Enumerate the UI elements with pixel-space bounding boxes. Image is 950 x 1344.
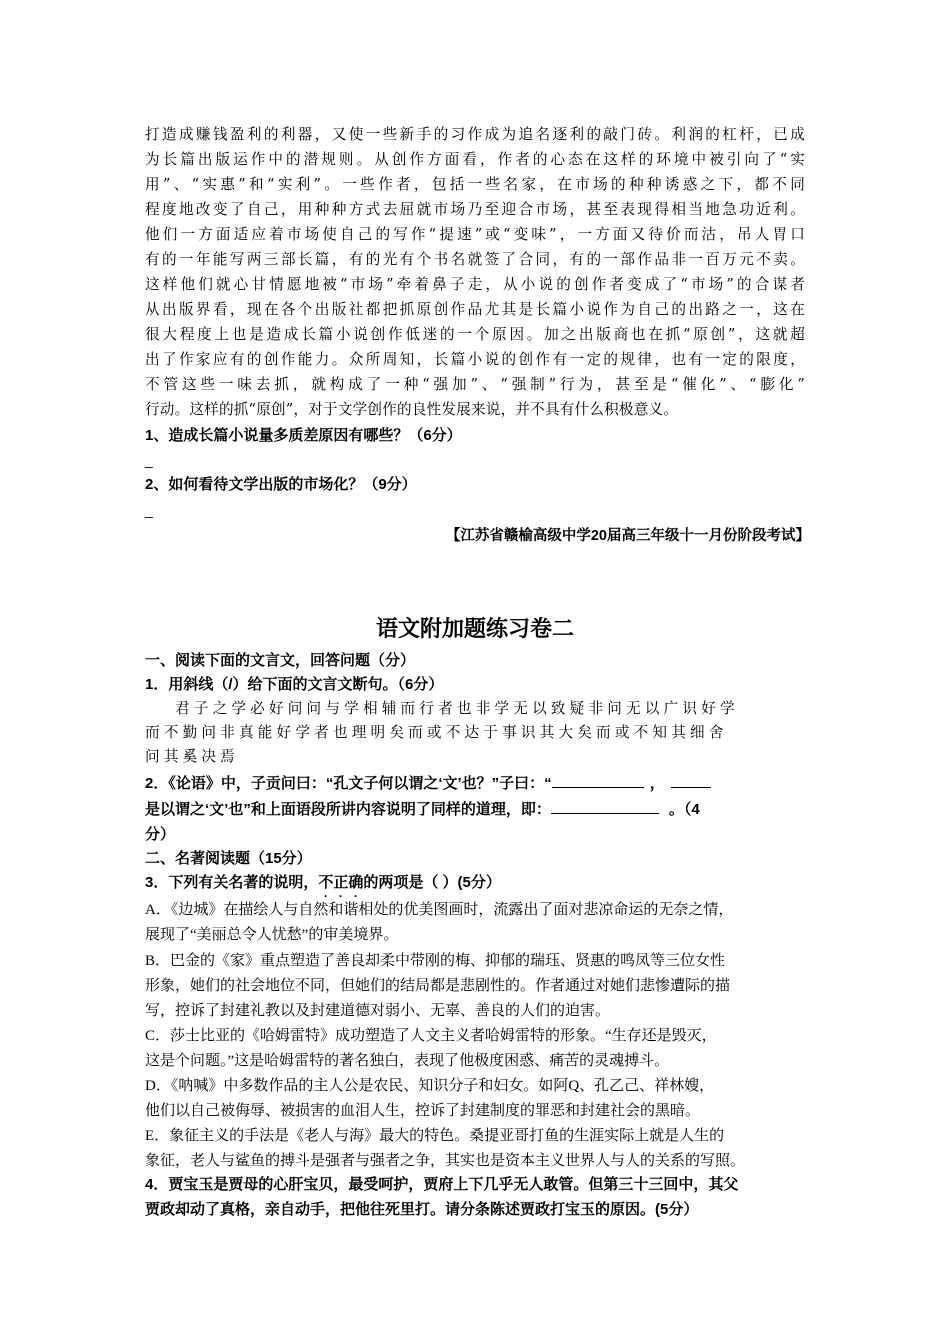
page-title: 语文附加题练习卷二 bbox=[375, 616, 574, 642]
question-1: 1、造成长篇小说量多质差原因有哪些？（6分） bbox=[145, 427, 462, 444]
option-line: 象征，老人与鲨鱼的搏斗是强者与强者之争，其实也是资本主义世界人与人的关系的写照。 bbox=[145, 1153, 746, 1169]
question-2: 2、如何看待文学出版的市场化？（9分） bbox=[145, 476, 417, 493]
passage-line: 他们一方面适应着市场使自己的写作“提速”或“变味”，一方面又待价而沽，吊人胃口 bbox=[145, 226, 805, 243]
section-1-heading: 一、阅读下面的文言文，回答问题（分） bbox=[145, 652, 416, 669]
emphasis-char: 正 bbox=[333, 874, 349, 891]
question-text: 3．下列有关名著的说明， bbox=[145, 874, 319, 891]
passage-line: 不管这些一味去抓，就构成了一种“强加”、“强制”行为，甚至是“催化”、“膨化” bbox=[145, 376, 805, 393]
emphasis-char: 确 bbox=[348, 874, 364, 891]
passage-line: 有的一年能写两三部长篇，有的光有个书名就签了合同，有的一部作品非一百万元不卖。 bbox=[145, 251, 805, 268]
passage-line: 从出版界看，现在各个出版社都把抓原创作品尤其是长篇小说作为自己的出路之一，这在 bbox=[145, 301, 805, 318]
passage-line: 为长篇出版运作中的潜规则。从创作方面看，作者的心态在这样的环境中被引向了“实 bbox=[145, 151, 805, 168]
passage-line: 很大程度上也是造成长篇小说创作低迷的一个原因。加之出版商也在抓“原创”，这就超 bbox=[145, 326, 805, 343]
question-text: 的两项是（ ）(5分） bbox=[363, 874, 501, 891]
option-line: A．《边城》在描绘人与自然和谐相处的优美图画时，流露出了面对悲凉命运的无奈之情， bbox=[145, 902, 734, 918]
emphasis-char: 不 bbox=[318, 874, 334, 891]
passage-line: 打造成赚钱盈利的利器，又使一些新手的习作成为追名逐利的敲门砖。利润的杠杆，已成 bbox=[145, 126, 805, 143]
option-line: 他们以自己被侮辱、被损害的血泪人生，控诉了封建制度的罪恶和封建社会的黑暗。 bbox=[145, 1103, 701, 1119]
section-1-question-1: 1．用斜线（/）给下面的文言文断句。（6分） bbox=[145, 676, 444, 693]
score-cont: 分） bbox=[145, 826, 176, 843]
option-line: D．《呐喊》中多数作品的主人公是农民、知识分子和妇女。如阿Q、孔乙己、祥林嫂， bbox=[145, 1078, 715, 1094]
section-2-question-4-cont: 贾政却动了真格，亲自动手，把他往死里打。请分条陈述贾政打宝玉的原因。(5分） bbox=[145, 1201, 699, 1218]
option-line: 展现了“美丽总令人忧愁”的审美境界。 bbox=[145, 927, 399, 943]
option-line: 这是个问题。”这是哈姆雷特的著名独白，表现了他极度困惑、痛苦的灵魂搏斗。 bbox=[145, 1053, 670, 1069]
passage-line: 出了作家应有的创作能力。众所周知，长篇小说的创作有一定的规律，也有一定的限度， bbox=[145, 351, 805, 368]
section-1-question-2 bbox=[145, 773, 711, 795]
question-text: 2．《论语》中，子贡问曰：“孔文子何以谓之‘文’也？”子曰：“ bbox=[145, 775, 552, 792]
answer-line-2[interactable]: _ bbox=[145, 502, 153, 518]
classical-line: 君子之学必好问问与学相辅而行者也非学无以致疑非问无以广识好学 bbox=[175, 700, 739, 717]
classical-line: 而不勤问非真能好学者也理明矣而或不达于事识其大矣而或不知其细舍 bbox=[145, 724, 728, 741]
option-line: C．莎士比亚的《哈姆雷特》成功塑造了人文主义者哈姆雷特的形象。“生存还是毁灭， bbox=[145, 1028, 717, 1044]
passage-line: 用”、“实惠”和“实利”。一些作者，包括一些名家，在市场的种种诱惑之下，都不同 bbox=[145, 176, 805, 193]
fill-blank-2[interactable] bbox=[671, 773, 711, 788]
section-2-question-4: 4．贾宝玉是贾母的心肝宝贝，最受呵护，贾府上下几乎无人敢管。但第三十三回中，其父 bbox=[145, 1176, 739, 1193]
option-line: B．巴金的《家》重点塑造了善良却柔中带刚的梅、抑郁的瑞珏、贤惠的鸣凤等三位女性 bbox=[145, 953, 726, 969]
fill-blank-3[interactable] bbox=[551, 799, 659, 814]
source-citation: 【江苏省赣榆高级中学20届高三年级十一月份阶段考试】 bbox=[445, 528, 810, 544]
option-line: 形象，她们的社会地位不同，但她们的结局都是悲剧性的。作者通过对她们悲惨遭际的描 bbox=[145, 978, 731, 994]
passage-line: 行动。这样的抓“原创”，对于文学创作的良性发展来说，并不具有什么积极意义。 bbox=[145, 401, 679, 418]
score: 。（4 bbox=[668, 801, 700, 818]
section-2-heading: 二、名著阅读题（15分） bbox=[145, 850, 312, 867]
answer-line-1[interactable]: _ bbox=[145, 452, 153, 468]
comma: ， bbox=[649, 775, 665, 792]
section-1-question-2-cont bbox=[145, 799, 700, 821]
option-line: E．象征主义的手法是《老人与海》最大的特色。桑提亚哥打鱼的生涯实际上就是人生的 bbox=[145, 1128, 725, 1144]
passage-line: 程度地改变了自己，用种种方式去屈就市场乃至迎合市场，甚至表现得相当地急功近利。 bbox=[145, 201, 805, 218]
passage-line: 这样他们就心甘情愿地被“市场”牵着鼻子走，从小说的创作者变成了“市场”的合谋者 bbox=[145, 276, 805, 293]
fill-blank-1[interactable] bbox=[552, 773, 644, 788]
section-2-question-3 bbox=[145, 872, 501, 894]
question-text: 是以谓之‘文’也”和上面语段所讲内容说明了同样的道理，即： bbox=[145, 801, 551, 818]
classical-line: 问其奚决焉 bbox=[145, 748, 239, 765]
option-line: 写，控诉了封建礼教以及封建道德对弱小、无辜、善良的人们的迫害。 bbox=[145, 1003, 611, 1019]
